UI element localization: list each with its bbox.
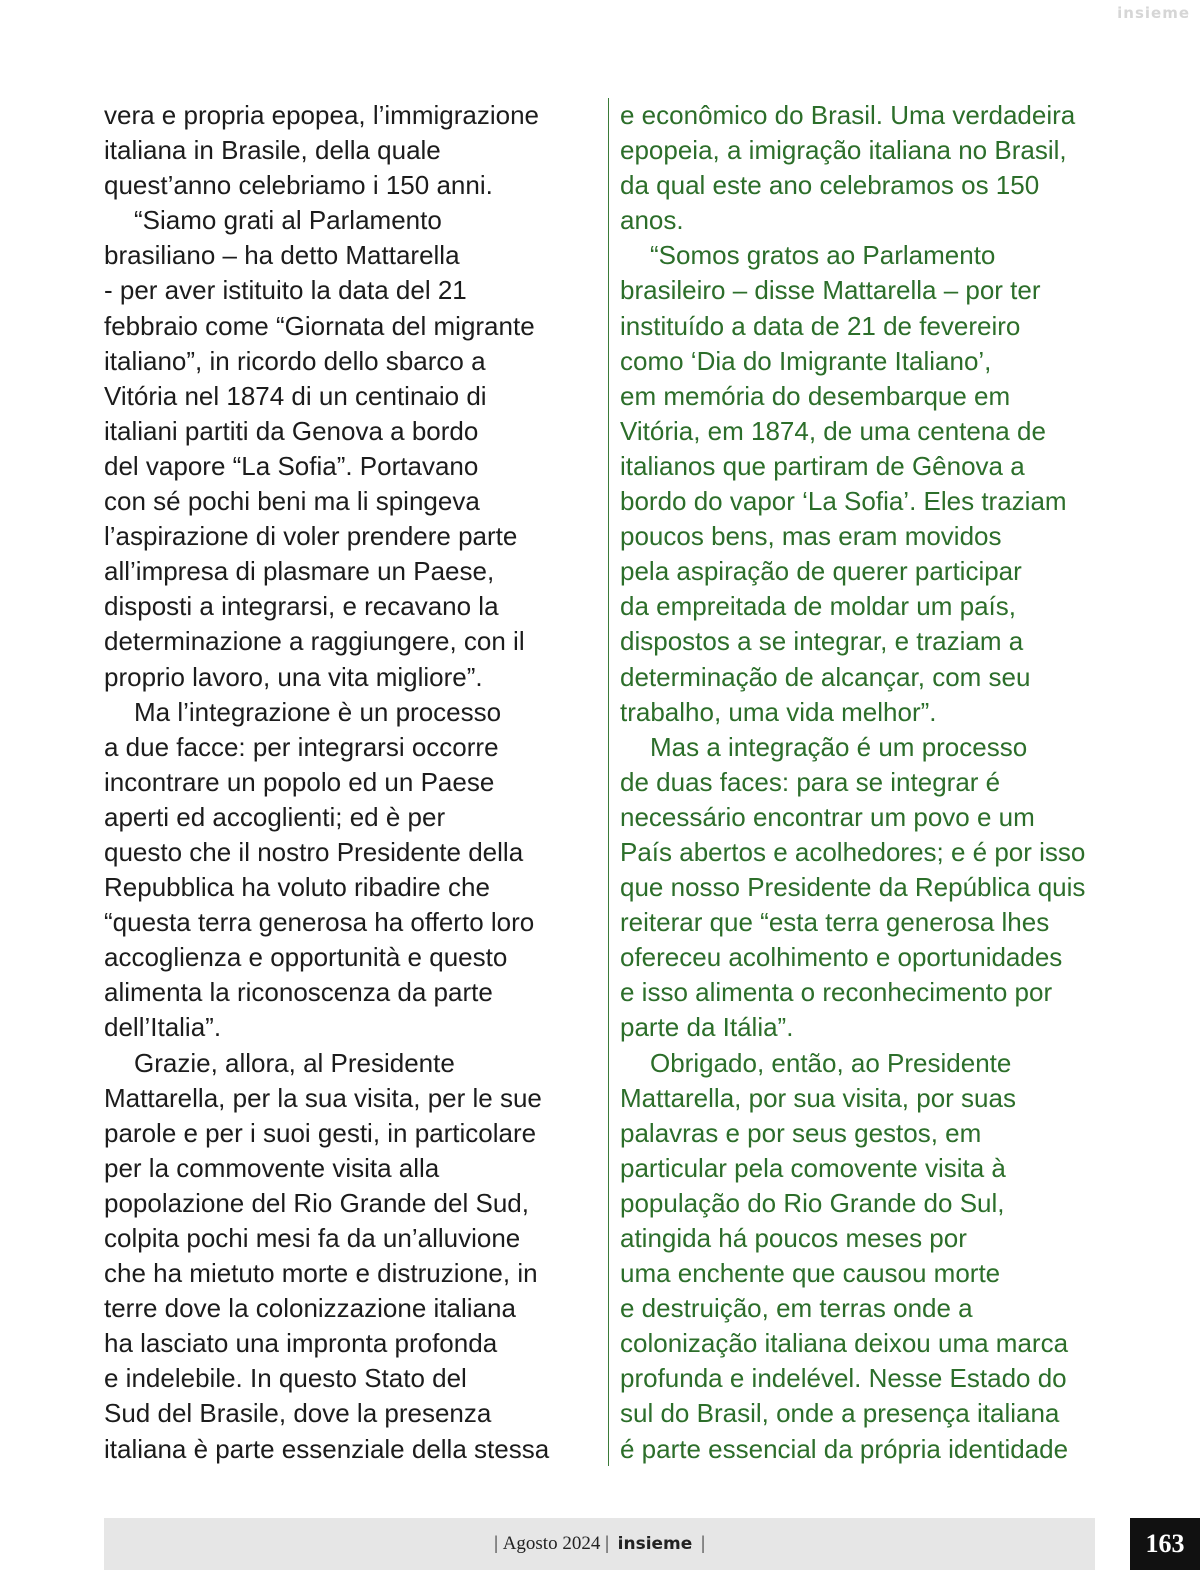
text-line: ha lasciato una impronta profonda xyxy=(104,1328,498,1359)
text-line: anos. xyxy=(620,205,684,236)
text-line xyxy=(104,695,594,730)
text-line: como ‘Dia do Imigrante Italiano’, xyxy=(620,345,992,376)
text-line: aperti ed accoglienti; ed è per xyxy=(104,801,446,832)
text-line: per la commovente visita alla xyxy=(104,1152,440,1183)
text-line: e isso alimenta o reconhecimento por xyxy=(620,977,1053,1008)
text-line: all’impresa di plasmare un Paese, xyxy=(104,556,495,587)
text-line: vera e propria epopea, l’immigrazione xyxy=(104,100,540,130)
masthead-logo: insieme xyxy=(1117,4,1190,22)
column-divider xyxy=(608,98,609,1466)
text-line: pela aspiração de querer participar xyxy=(620,556,1022,587)
text-line: l’aspirazione di voler prendere parte xyxy=(104,521,518,552)
text-line: popolazione del Rio Grande del Sud, xyxy=(104,1187,529,1218)
text-line: italiani partiti da Genova a bordo xyxy=(104,415,479,446)
text-line: - per aver istituito la data del 21 xyxy=(104,275,467,306)
text-line: italiano”, in ricordo dello sbarco a xyxy=(104,345,486,376)
text-line: febbraio come “Giornata del migrante xyxy=(104,310,535,341)
text-line xyxy=(104,1046,594,1081)
text-line: epopeia, a imigração italiana no Brasil, xyxy=(620,135,1067,166)
text-line: Vitória, em 1874, de uma centena de xyxy=(620,415,1046,446)
paragraph-start: Ma l’integrazione è un processo xyxy=(134,696,502,727)
paragraph-start: Obrigado, então, ao Presidente xyxy=(650,1047,1012,1078)
text-line: ofereceu acolhimento e oportunidades xyxy=(620,942,1063,973)
text-line: Repubblica ha voluto ribadire che xyxy=(104,872,490,903)
text-line: questo che il nostro Presidente della xyxy=(104,836,524,867)
text-line: che ha mietuto morte e distruzione, in xyxy=(104,1258,538,1289)
text-line: palavras e por seus gestos, em xyxy=(620,1117,982,1148)
text-line xyxy=(620,238,1100,273)
text-line: particular pela comovente visita à xyxy=(620,1152,1006,1183)
text-line: necessário encontrar um povo e um xyxy=(620,801,1035,832)
text-line: italianos que partiram de Gênova a xyxy=(620,450,1025,481)
text-line: proprio lavoro, una vita migliore”. xyxy=(104,661,483,692)
footer-bar xyxy=(104,1518,1095,1570)
text-line: trabalho, uma vida melhor”. xyxy=(620,696,937,727)
text-line: profunda e indelével. Nesse Estado do xyxy=(620,1363,1067,1394)
italian-column xyxy=(104,98,594,1467)
text-line: em memória do desembarque em xyxy=(620,380,1011,411)
text-line: bordo do vapor ‘La Sofia’. Eles traziam xyxy=(620,486,1067,517)
text-line: italiana in Brasile, della quale xyxy=(104,135,441,166)
text-line: sul do Brasil, onde a presença italiana xyxy=(620,1398,1060,1429)
text-line: a due facce: per integrarsi occorre xyxy=(104,731,499,762)
text-line: é parte essencial da própria identidade xyxy=(620,1433,1069,1464)
footer-date: Agosto 2024 xyxy=(502,1533,601,1554)
text-line xyxy=(620,730,1100,765)
text-line: incontrare un popolo ed un Paese xyxy=(104,766,495,797)
footer-separator: | xyxy=(605,1533,609,1554)
text-line: colonização italiana deixou uma marca xyxy=(620,1328,1069,1359)
text-line xyxy=(104,203,594,238)
paragraph-start: Grazie, allora, al Presidente xyxy=(134,1047,455,1078)
text-line: con sé pochi beni ma li spingeva xyxy=(104,486,480,517)
text-line: Vitória nel 1874 di un centinaio di xyxy=(104,380,487,411)
text-line: colpita pochi mesi fa da un’alluvione xyxy=(104,1223,521,1253)
text-line: parole e per i suoi gesti, in particolare xyxy=(104,1117,537,1148)
footer-separator: | xyxy=(701,1533,705,1554)
text-line: da empreitada de moldar um país, xyxy=(620,591,1016,622)
text-line: reiterar que “esta terra generosa lhes xyxy=(620,907,1050,938)
text-line: accoglienza e opportunità e questo xyxy=(104,942,508,973)
text-line: poucos bens, mas eram movidos xyxy=(620,521,1002,552)
text-line: País abertos e acolhedores; e é por isso xyxy=(620,836,1086,867)
text-line: e indelebile. In questo Stato del xyxy=(104,1363,467,1394)
text-line: “questa terra generosa ha offerto loro xyxy=(104,907,535,938)
text-line: da qual este ano celebramos os 150 xyxy=(620,170,1040,201)
paragraph-start: Mas a integração é um processo xyxy=(650,731,1028,762)
text-line: uma enchente que causou morte xyxy=(620,1258,1001,1289)
text-line: brasileiro – disse Mattarella – por ter xyxy=(620,275,1041,306)
text-line xyxy=(620,1046,1100,1081)
text-line: brasiliano – ha detto Mattarella xyxy=(104,240,460,271)
portuguese-column xyxy=(620,98,1100,1467)
text-line: atingida há poucos meses por xyxy=(620,1223,967,1253)
text-line: dispostos a se integrar, e traziam a xyxy=(620,626,1024,657)
text-line: Sud del Brasile, dove la presenza xyxy=(104,1398,492,1429)
page-number: 163 xyxy=(1130,1518,1200,1570)
text-line: determinazione a raggiungere, con il xyxy=(104,626,525,657)
text-line: terre dove la colonizzazione italiana xyxy=(104,1293,516,1324)
text-line: e econômico do Brasil. Uma verdadeira xyxy=(620,100,1076,130)
text-line: parte da Itália”. xyxy=(620,1012,794,1043)
footer-separator: | xyxy=(494,1533,498,1554)
text-line: dell’Italia”. xyxy=(104,1012,222,1043)
footer-brand-logo: insieme xyxy=(617,1534,693,1554)
text-line: que nosso Presidente da República quis xyxy=(620,872,1086,903)
text-line: alimenta la riconoscenza da parte xyxy=(104,977,493,1008)
text-line: italiana è parte essenziale della stessa xyxy=(104,1433,550,1464)
text-line: Mattarella, por sua visita, por suas xyxy=(620,1082,1016,1113)
paragraph-start: “Somos gratos ao Parlamento xyxy=(650,240,996,271)
text-line: disposti a integrarsi, e recavano la xyxy=(104,591,499,622)
text-line: quest’anno celebriamo i 150 anni. xyxy=(104,170,493,201)
text-line: instituído a data de 21 de fevereiro xyxy=(620,310,1021,341)
paragraph-start: “Siamo grati al Parlamento xyxy=(134,205,442,236)
text-line: determinação de alcançar, com seu xyxy=(620,661,1031,692)
text-line: população do Rio Grande do Sul, xyxy=(620,1187,1005,1218)
text-line: Mattarella, per la sua visita, per le sue xyxy=(104,1082,542,1113)
text-line: de duas faces: para se integrar é xyxy=(620,766,1001,797)
text-line: del vapore “La Sofia”. Portavano xyxy=(104,450,479,481)
text-line: e destruição, em terras onde a xyxy=(620,1293,973,1324)
